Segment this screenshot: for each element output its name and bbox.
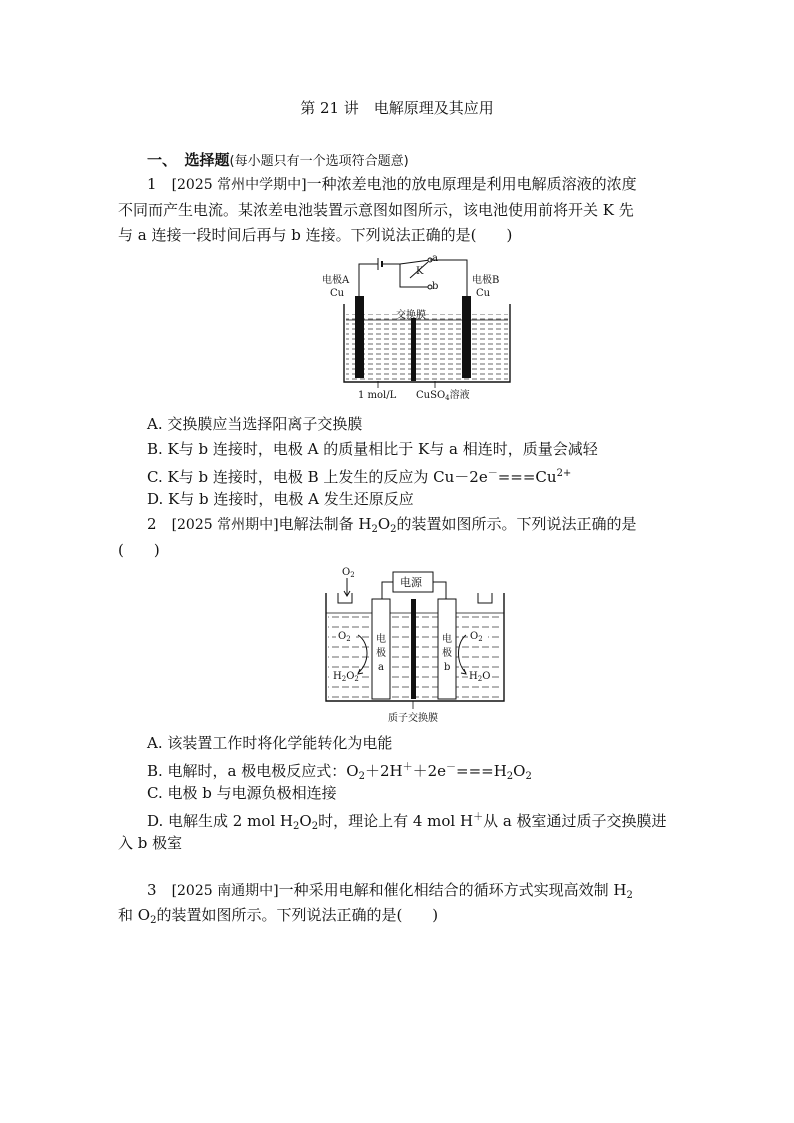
q2-line2: ( ) [118, 541, 160, 559]
q2-option-c: C. 电极 b 与电源负极相连接 [147, 784, 337, 802]
electrode-b-char-1: 电 [442, 634, 452, 645]
h2o2-label: $H_2O_2$ [333, 671, 359, 683]
q1-tag: [2025 常州中学期中] [171, 177, 307, 193]
electrode-a-char-3: a [378, 662, 384, 673]
q1-option-d: D. K与 b 连接时，电极 A 发生还原反应 [147, 490, 414, 508]
q1-text-1: 一种浓差电池的放电原理是利用电解质溶液的浓度 [306, 175, 637, 193]
switch-k-label: K [416, 266, 424, 277]
electrode-a-char-2: 极 [376, 648, 386, 659]
q2-tag: [2025 常州期中] [171, 517, 279, 533]
q1-number: 1 [147, 175, 157, 193]
q3-tag: [2025 南通期中] [171, 883, 279, 899]
q1-option-a: A. 交换膜应当选择阳离子交换膜 [147, 415, 363, 433]
terminal-b-label: b [432, 281, 439, 292]
electrode-b-char-2: 极 [442, 648, 452, 659]
membrane-label: 交换膜 [396, 310, 426, 321]
section-number: 一、 [147, 151, 170, 169]
section-heading [147, 150, 409, 172]
section-note: (每小题只有一个选项符合题意) [229, 154, 409, 169]
q1-option-b: B. K与 b 连接时，电极 A 的质量相比于 K与 a 相连时，质量会减轻 [147, 440, 598, 458]
q3-line2: 和 $O_2$的装置如图所示。下列说法正确的是( ) [118, 906, 439, 926]
q1-line1 [147, 174, 637, 195]
q1-line2: 不同而产生电流。某浓差电池装置示意图如图所示，该电池使用前将开关 K 先 [118, 201, 634, 219]
q2-option-d-line2: 入 b 极室 [118, 834, 183, 852]
power-supply-label: 电源 [400, 576, 422, 589]
o2-right-label: $O_2$ [470, 631, 483, 643]
q1-concentration-cell-diagram [320, 252, 530, 402]
h2o-label: $H_2O$ [469, 671, 491, 683]
electrode-b-label: 电极B [472, 275, 500, 286]
o2-left-label: $O_2$ [338, 631, 351, 643]
q3-number: 3 [147, 881, 157, 899]
membrane-label: 质子交换膜 [388, 713, 438, 724]
q2-option-d: D. 电解生成 2 mol $H_2O_2$时，理论上有 4 mol H＋从 a 极室通过质子交换膜进 [147, 812, 667, 832]
page-title: 第 21 讲 电解原理及其应用 [300, 99, 494, 117]
q3-line1: 3 [2025 南通期中]一种采用电解和催化相结合的循环方式实现高效制 $H_2$ [147, 881, 633, 901]
cu-a-label: Cu [330, 288, 345, 299]
cu-b-label: Cu [476, 288, 491, 299]
section-label: 选择题 [184, 151, 230, 169]
q1-line3: 与 a 连接一段时间后再与 b 连接。下列说法正确的是( ) [118, 226, 513, 244]
q2-option-a: A. 该装置工作时将化学能转化为电能 [147, 734, 393, 752]
solution-label: CuSO$_4$溶液 [416, 390, 470, 402]
o2-inlet-label: $O_2$ [342, 567, 355, 579]
q2-option-b: B. 电解时，a 极电极反应式：$O_2+2H^++2e^-===H_2O_2$ [147, 762, 532, 782]
q2-number: 2 [147, 515, 157, 533]
q2-line1: 2 [2025 常州期中]电解法制备 $H_2O_2$的装置如图所示。下列说法正确的是 [147, 515, 637, 535]
conc-left-label: 1 mol/L [358, 390, 397, 401]
terminal-a-label: a [432, 253, 438, 264]
q1-option-c: C. K与 b 连接时，电极 B 上发生的反应为 $Cu-2e^-===Cu^{2+}$ [147, 468, 572, 486]
electrode-b-char-3: b [444, 662, 451, 673]
electrode-a-char-1: 电 [376, 634, 386, 645]
electrode-a-label: 电极A [322, 275, 350, 286]
q2-electrolysis-diagram [322, 563, 512, 723]
